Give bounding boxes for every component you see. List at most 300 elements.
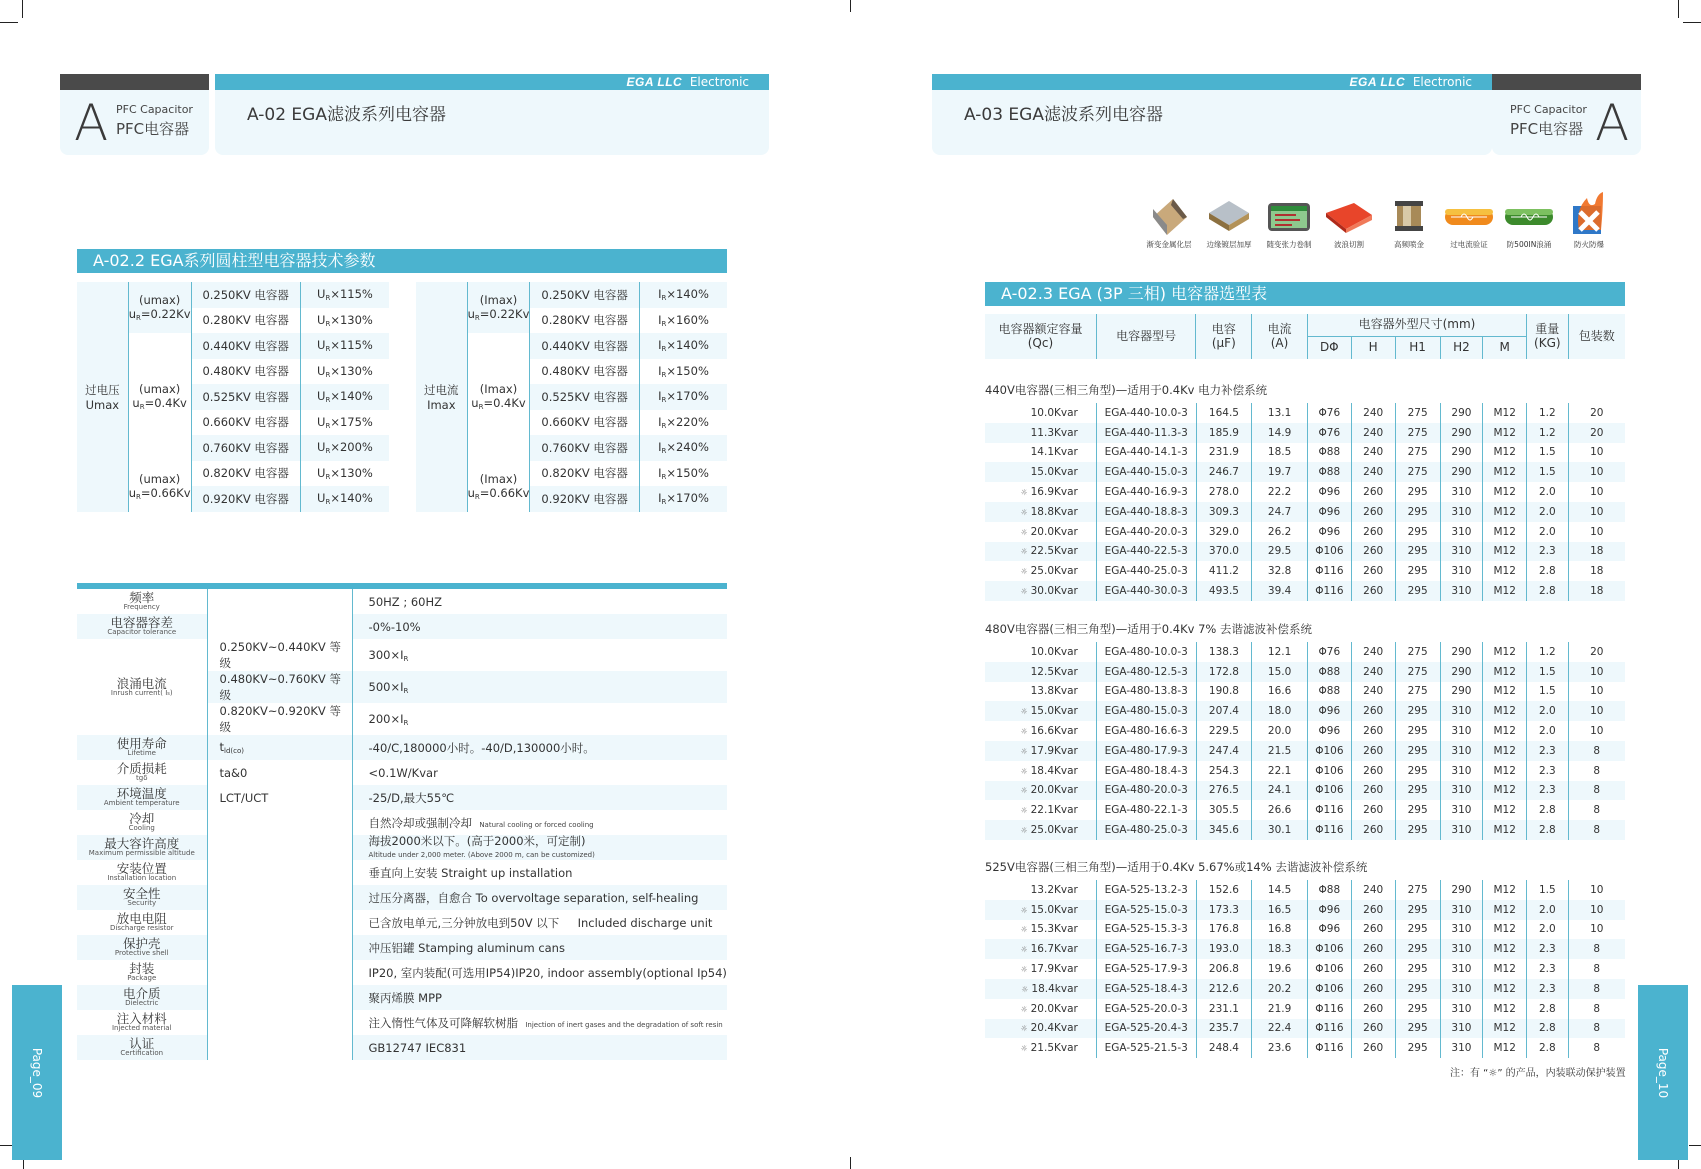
protection-mark-icon: ☼ (1020, 507, 1028, 517)
cell-h: 240 (1351, 423, 1395, 443)
cell-h: 240 (1351, 642, 1395, 662)
cell-qc: ☼ 20.0Kvar (985, 999, 1096, 1019)
cell-h: 260 (1351, 721, 1395, 741)
cell-d: Φ116 (1307, 561, 1351, 581)
cell-h: 260 (1351, 761, 1395, 781)
cell-h: 240 (1351, 682, 1395, 702)
cell-h1: 275 (1395, 423, 1440, 443)
cell-h2: 310 (1440, 721, 1483, 741)
header-blue-bar (932, 74, 1492, 90)
protection-mark-icon: ☼ (1020, 766, 1028, 776)
cell-model: EGA-525-16.7-3 (1096, 939, 1196, 959)
metallization-icon (1147, 195, 1191, 237)
capacitor-cell: 0.760KV 电容器 (191, 435, 300, 461)
cell-qc: 11.3Kvar (985, 423, 1096, 443)
cell-d: Φ106 (1307, 939, 1351, 959)
spray-gold-icon (1389, 195, 1429, 237)
spec-row-certification: 认证 Certification GB12747 IEC831 (77, 1035, 727, 1060)
table-row (985, 561, 1625, 581)
table-row (985, 781, 1625, 801)
cell-h1: 295 (1395, 482, 1440, 502)
cell-h: 260 (1351, 581, 1395, 601)
cell-cap: 172.8 (1196, 662, 1252, 682)
cell-model: EGA-525-20.0-3 (1096, 999, 1196, 1019)
cell-h2: 310 (1440, 979, 1483, 999)
cell-h2: 310 (1440, 482, 1483, 502)
cell-cap: 207.4 (1196, 701, 1252, 721)
cell-cur: 21.5 (1252, 741, 1308, 761)
cell-h1: 295 (1395, 999, 1440, 1019)
protection-mark-icon: ☼ (1020, 488, 1028, 498)
cell-m: M12 (1483, 403, 1527, 423)
cell-cur: 26.2 (1252, 522, 1308, 542)
cell-qc: ☼ 30.0Kvar (985, 581, 1096, 601)
cell-d: Φ88 (1307, 682, 1351, 702)
header-d: DΦ (1307, 337, 1351, 360)
cell-h2: 310 (1440, 900, 1483, 920)
spec-row-altitude: 最大容许高度 Maximum permissible altitude 海拔2000米以下。(高于2000米，可定制) Altitude under 2,000 meter. (Above 2000 m, can be customized) (77, 835, 727, 860)
spec-row-loss: 介质损耗 tgδ ta&0 <0.1W/Kvar (77, 760, 727, 785)
overcurrent-label: 过电流 Imax (416, 282, 467, 512)
capacitor-cell: 0.440KV 电容器 (530, 333, 640, 359)
cell-cur: 19.6 (1252, 959, 1308, 979)
cell-cur: 18.5 (1252, 443, 1308, 463)
cell-pack: 8 (1568, 741, 1625, 761)
cell-h2: 310 (1440, 542, 1483, 562)
crop-mark (850, 0, 851, 12)
page-title: A-02 EGA滤波系列电容器 (247, 105, 446, 125)
cell-pack: 8 (1568, 820, 1625, 840)
cell-d: Φ76 (1307, 642, 1351, 662)
feature-item: 渐变金属化层 (1143, 195, 1195, 250)
cell-cur: 12.1 (1252, 642, 1308, 662)
cell-m: M12 (1483, 682, 1527, 702)
capacitor-cell: 0.480KV 电容器 (530, 359, 640, 385)
spec-table (77, 589, 727, 1060)
cell-m: M12 (1483, 1019, 1527, 1039)
ratio-cell: $I_R\times 220\%$ (658, 414, 709, 430)
cell-m: M12 (1483, 522, 1527, 542)
header-package: 包装数 (1578, 328, 1615, 343)
cell-m: M12 (1483, 800, 1527, 820)
group-title: 480V电容器(三相三角型)—适用于0.4Kv 7% 去谐滤波补偿系统 (985, 622, 1312, 636)
cell-cur: 14.5 (1252, 880, 1308, 900)
ratio-cell: $U_R\times 140\%$ (300, 486, 389, 512)
cell-h2: 310 (1440, 761, 1483, 781)
category-card (60, 90, 209, 155)
header-current: 电流 (A) (1252, 314, 1308, 359)
table-row (985, 462, 1625, 482)
selection-table-header (985, 314, 1625, 359)
spec-row-installation: 安装位置 Installation location 垂直向上安装 Straight up installation (77, 860, 727, 885)
group-cell: (umax) $u_R=0.66Kv$ (128, 461, 191, 512)
cell-d: Φ106 (1307, 741, 1351, 761)
table-row (985, 761, 1625, 781)
cell-h: 260 (1351, 701, 1395, 721)
protection-mark-icon: ☼ (1020, 905, 1028, 915)
cell-h1: 295 (1395, 522, 1440, 542)
crop-mark (22, 0, 23, 18)
cell-h1: 295 (1395, 761, 1440, 781)
cell-cap: 231.1 (1196, 999, 1252, 1019)
cell-h: 260 (1351, 502, 1395, 522)
capacitor-cell: 0.760KV 电容器 (530, 435, 640, 461)
spec-row-tolerance: 电容器容差 Capacitor tolerance -0%-10% (77, 614, 727, 639)
feature-item: 边缘镀层加厚 (1203, 195, 1255, 250)
capacitor-cell: 0.820KV 电容器 (530, 461, 640, 487)
cell-m: M12 (1483, 423, 1527, 443)
cell-cap: 370.0 (1196, 542, 1252, 562)
cell-cur: 20.2 (1252, 979, 1308, 999)
header-capacitance: 电容 (μF) (1196, 314, 1252, 359)
cell-h2: 290 (1440, 682, 1483, 702)
ratio-cell: $U_R\times 140\%$ (300, 384, 389, 410)
ratio-cell: $U_R\times 175\%$ (317, 414, 373, 430)
table-row (985, 701, 1625, 721)
cell-cur: 18.3 (1252, 939, 1308, 959)
table-row (985, 741, 1625, 761)
cell-h2: 310 (1440, 522, 1483, 542)
cell-h2: 310 (1440, 502, 1483, 522)
cell-cur: 16.6 (1252, 682, 1308, 702)
cell-qc: ☼ 20.0Kvar (985, 781, 1096, 801)
cell-h2: 310 (1440, 741, 1483, 761)
cell-h1: 295 (1395, 900, 1440, 920)
header-dark-bar (60, 74, 209, 90)
cell-m: M12 (1483, 443, 1527, 463)
overcurrent-table (416, 282, 727, 512)
header-model: 电容器型号 (1096, 314, 1196, 359)
cell-m: M12 (1483, 482, 1527, 502)
cell-cap: 235.7 (1196, 1019, 1252, 1039)
cell-model: EGA-440-20.0-3 (1096, 522, 1196, 542)
cell-model: EGA-480-22.1-3 (1096, 800, 1196, 820)
cell-h2: 290 (1440, 443, 1483, 463)
cell-qc: ☼ 18.4Kvar (985, 761, 1096, 781)
cell-wt: 1.5 (1527, 662, 1568, 682)
cell-model: EGA-440-22.5-3 (1096, 542, 1196, 562)
cell-pack: 8 (1593, 1002, 1601, 1015)
cell-model: EGA-440-11.3-3 (1096, 423, 1196, 443)
cell-h: 260 (1351, 741, 1395, 761)
protection-mark-icon: ☼ (1020, 707, 1028, 717)
capacitor-cell: 0.280KV 电容器 (191, 308, 300, 334)
cell-cur: 21.9 (1252, 999, 1308, 1019)
table-row (985, 820, 1625, 840)
crop-mark (1678, 0, 1679, 18)
spec-row-discharge: 放电电阻 Discharge resistor 已含放电单元,三分钟放电到50V 以下 Included discharge unit (77, 910, 727, 935)
protection-mark-icon: ☼ (1020, 1024, 1028, 1034)
section-title: A-02.3 EGA (3P 三相) 电容器选型表 (985, 282, 1625, 306)
cell-pack: 10 (1568, 701, 1625, 721)
cell-cap: 254.3 (1196, 761, 1252, 781)
category-cn: PFC电容器 (1510, 120, 1584, 138)
cell-pack: 10 (1568, 662, 1625, 682)
capacitor-cell: 0.525KV 电容器 (530, 384, 640, 410)
cell-model: EGA-525-15.0-3 (1096, 900, 1196, 920)
ratio-cell: $U_R\times 115\%$ (300, 333, 389, 359)
cell-h: 260 (1351, 959, 1395, 979)
inrush-protection-icon (1503, 195, 1555, 237)
cell-cur: 15.0 (1252, 662, 1308, 682)
cell-cap: 152.6 (1196, 880, 1252, 900)
category-letter: A (74, 94, 109, 152)
cell-h1: 295 (1395, 502, 1440, 522)
cell-m: M12 (1483, 880, 1527, 900)
cell-cap: 206.8 (1196, 959, 1252, 979)
cell-model: EGA-525-17.9-3 (1096, 959, 1196, 979)
cell-wt: 1.2 (1527, 423, 1568, 443)
cell-h2: 310 (1440, 959, 1483, 979)
cell-d: Φ106 (1307, 781, 1351, 801)
cell-h: 240 (1351, 880, 1395, 900)
cell-qc: ☼ 22.1Kvar (985, 800, 1096, 820)
group-title: 440V电容器(三相三角型)—适用于0.4Kv 电力补偿系统 (985, 383, 1268, 397)
header-weight: 重量 (KG) (1527, 314, 1568, 359)
cell-m: M12 (1483, 959, 1527, 979)
capacitor-cell: 0.525KV 电容器 (191, 384, 300, 410)
cell-h1: 295 (1395, 939, 1440, 959)
cell-pack: 8 (1568, 781, 1625, 801)
category-cn: PFC电容器 (116, 120, 190, 138)
cell-wt: 2.0 (1527, 900, 1568, 920)
cell-pack: 20 (1590, 406, 1604, 419)
cell-model: EGA-440-30.0-3 (1096, 581, 1196, 601)
cell-cap: 309.3 (1196, 502, 1252, 522)
cell-m: M12 (1483, 999, 1527, 1019)
ratio-cell: $I_R\times 140\%$ (639, 282, 727, 308)
fire-explosion-proof-icon (1567, 190, 1611, 237)
cell-cur: 24.1 (1252, 781, 1308, 801)
category-en: PFC Capacitor (116, 103, 193, 116)
cell-h1: 275 (1395, 880, 1440, 900)
cell-d: Φ96 (1307, 482, 1351, 502)
cell-h: 260 (1351, 482, 1395, 502)
protection-mark-icon: ☼ (1020, 1044, 1028, 1054)
cell-pack: 18 (1568, 581, 1625, 601)
capacitor-cell: 0.920KV 电容器 (530, 486, 640, 512)
overcurrent-test-icon (1443, 195, 1495, 237)
cell-h: 240 (1351, 443, 1395, 463)
table-row (985, 423, 1625, 443)
cell-wt: 2.8 (1527, 800, 1568, 820)
cell-m: M12 (1483, 939, 1527, 959)
cell-h2: 310 (1440, 781, 1483, 801)
table-row (985, 999, 1625, 1019)
cell-model: EGA-480-18.4-3 (1096, 761, 1196, 781)
table-row (985, 522, 1625, 542)
ratio-cell: $I_R\times 150\%$ (658, 363, 709, 379)
cell-qc: ☼ 25.0Kvar (985, 561, 1096, 581)
cell-model: EGA-440-25.0-3 (1096, 561, 1196, 581)
cell-m: M12 (1483, 462, 1527, 482)
table-row (985, 662, 1625, 682)
cell-wt: 2.8 (1527, 820, 1568, 840)
cell-m: M12 (1483, 642, 1527, 662)
capacitor-cell: 0.920KV 电容器 (191, 486, 300, 512)
cell-model: EGA-440-16.9-3 (1096, 482, 1196, 502)
cell-m: M12 (1483, 920, 1527, 940)
ratio-cell: $I_R\times 150\%$ (658, 465, 709, 481)
cell-d: Φ106 (1307, 979, 1351, 999)
protection-mark-icon: ☼ (1020, 746, 1028, 756)
cell-h: 240 (1351, 403, 1395, 423)
cell-h2: 310 (1440, 820, 1483, 840)
header-qc: 电容器额定容量 (Qc) (985, 314, 1096, 359)
cell-m: M12 (1483, 820, 1527, 840)
cell-d: Φ96 (1307, 721, 1351, 741)
cell-cap: 278.0 (1196, 482, 1252, 502)
cell-h: 260 (1351, 820, 1395, 840)
cell-cap: 276.5 (1196, 781, 1252, 801)
table-row (985, 959, 1625, 979)
protection-mark-icon: ☼ (1020, 965, 1028, 975)
protection-mark-icon: ☼ (1020, 826, 1028, 836)
spec-row-ambient: 环境温度 Ambient temperature LCT/UCT -25/D,最大55℃ (77, 785, 727, 810)
cell-model: EGA-480-20.0-3 (1096, 781, 1196, 801)
cell-model: EGA-525-13.2-3 (1096, 880, 1196, 900)
title-card (215, 90, 769, 155)
cell-cap: 229.5 (1196, 721, 1252, 741)
cell-cur: 26.6 (1252, 800, 1308, 820)
cell-qc: ☼ 22.5Kvar (985, 542, 1096, 562)
header-dark-bar (1492, 74, 1641, 90)
cell-wt: 1.5 (1527, 462, 1568, 482)
cell-pack: 8 (1593, 963, 1601, 976)
spec-row-inrush: 浪涌电流 Inrush current( Is) 0.250KV~0.440KV 等级 $300\times I_R$ (77, 639, 727, 671)
cell-cur: 20.0 (1252, 721, 1308, 741)
protection-mark-icon: ☼ (1020, 786, 1028, 796)
cell-model: EGA-480-13.8-3 (1096, 682, 1196, 702)
cell-d: Φ116 (1307, 581, 1351, 601)
table-row (985, 642, 1625, 662)
cell-model: EGA-480-10.0-3 (1096, 642, 1196, 662)
cell-h1: 275 (1395, 443, 1440, 463)
cell-qc: ☼ 20.4Kvar (985, 1019, 1096, 1039)
crop-mark (1689, 1145, 1701, 1146)
cell-model: EGA-480-16.6-3 (1096, 721, 1196, 741)
cell-m: M12 (1483, 502, 1527, 522)
table-row (985, 1019, 1625, 1039)
footnote: 注：有 “☼” 的产品，内装联动保护装置 (1450, 1068, 1626, 1079)
cell-cur: 13.1 (1252, 403, 1308, 423)
section-title: A-02.2 EGA系列圆柱型电容器技术参数 (77, 249, 727, 273)
cell-h: 260 (1351, 542, 1395, 562)
cell-cur: 16.5 (1252, 900, 1308, 920)
table-row (985, 482, 1625, 502)
protection-mark-icon: ☼ (1020, 547, 1028, 557)
cell-wt: 2.8 (1527, 561, 1568, 581)
cell-h2: 290 (1440, 880, 1483, 900)
cell-pack: 8 (1593, 804, 1601, 817)
cell-pack: 20 (1568, 423, 1625, 443)
cell-pack: 10 (1568, 462, 1625, 482)
cell-h2: 310 (1440, 999, 1483, 1019)
cell-d: Φ96 (1307, 502, 1351, 522)
cell-pack: 10 (1590, 923, 1604, 936)
table-row (985, 880, 1625, 900)
protection-mark-icon: ☼ (1020, 945, 1028, 955)
cell-h2: 310 (1440, 920, 1483, 940)
cell-pack: 18 (1568, 542, 1625, 562)
title-card (932, 90, 1492, 155)
selection-table-480v (985, 642, 1625, 840)
cell-d: Φ88 (1307, 880, 1351, 900)
spec-row-package: 封装 Package IP20, 室内装配(可选用IP54)IP20, indoor assembly(optional Ip54) (77, 960, 727, 985)
table-row (985, 502, 1625, 522)
cell-wt: 1.5 (1527, 682, 1568, 702)
cell-h2: 310 (1440, 561, 1483, 581)
cell-pack: 10 (1590, 725, 1604, 738)
cell-h: 260 (1351, 979, 1395, 999)
capacitor-cell: 0.660KV 电容器 (191, 410, 300, 436)
table-row (985, 920, 1625, 940)
capacitor-cell: 0.280KV 电容器 (530, 308, 640, 334)
protection-mark-icon: ☼ (1020, 806, 1028, 816)
cell-cur: 23.6 (1252, 1038, 1308, 1058)
cell-h1: 275 (1395, 662, 1440, 682)
table-row (985, 800, 1625, 820)
cell-qc: 12.5Kvar (985, 662, 1096, 682)
cell-cur: 14.9 (1252, 423, 1308, 443)
overvoltage-table (77, 282, 389, 512)
cell-d: Φ106 (1307, 542, 1351, 562)
cell-qc: ☼ 18.4kvar (985, 979, 1096, 999)
cell-qc: ☼ 15.0Kvar (985, 701, 1096, 721)
overvoltage-label: 过电压 Umax (77, 282, 128, 512)
crop-mark (1683, 22, 1701, 23)
cell-h1: 295 (1395, 1019, 1440, 1039)
table-row (985, 581, 1625, 601)
group-cell: (umax) $u_R=0.22Kv$ (128, 282, 191, 333)
cell-pack: 10 (1590, 486, 1604, 499)
cell-h2: 310 (1440, 701, 1483, 721)
ratio-cell: $U_R\times 200\%$ (300, 435, 389, 461)
cell-d: Φ96 (1307, 920, 1351, 940)
tension-winding-icon (1266, 195, 1312, 237)
cell-wt: 2.0 (1527, 482, 1568, 502)
protection-mark-icon: ☼ (1021, 984, 1029, 994)
cell-cur: 39.4 (1252, 581, 1308, 601)
cell-wt: 2.0 (1527, 721, 1568, 741)
cell-d: Φ76 (1307, 403, 1351, 423)
group-cell: (Imax) $u_R=0.22Kv$ (467, 282, 530, 333)
wave-cut-icon (1324, 195, 1374, 237)
cell-model: EGA-440-15.0-3 (1096, 462, 1196, 482)
ratio-cell: $U_R\times 130\%$ (317, 363, 373, 379)
cell-h2: 310 (1440, 939, 1483, 959)
ratio-cell: $U_R\times 115\%$ (300, 282, 389, 308)
ratio-cell: $U_R\times 130\%$ (317, 312, 373, 328)
spec-row-inrush: 0.480KV~0.760KV 等级 $500\times I_R$ (77, 671, 727, 703)
table-row (985, 900, 1625, 920)
cell-qc: ☼ 17.9Kvar (985, 741, 1096, 761)
cell-h1: 295 (1395, 781, 1440, 801)
cell-pack: 8 (1568, 979, 1625, 999)
cell-wt: 2.0 (1527, 522, 1568, 542)
cell-cur: 24.7 (1252, 502, 1308, 522)
cell-d: Φ96 (1307, 900, 1351, 920)
cell-qc: 10.0Kvar (985, 403, 1096, 423)
cell-qc: 13.2Kvar (985, 880, 1096, 900)
cell-wt: 1.2 (1527, 642, 1568, 662)
cell-model: EGA-525-15.3-3 (1096, 920, 1196, 940)
brand-logo: EGA LLC Electronic (626, 75, 749, 89)
cell-d: Φ116 (1307, 800, 1351, 820)
cell-qc: 13.8Kvar (985, 682, 1096, 702)
cell-qc: ☼ 15.3Kvar (985, 920, 1096, 940)
cell-h1: 295 (1395, 820, 1440, 840)
